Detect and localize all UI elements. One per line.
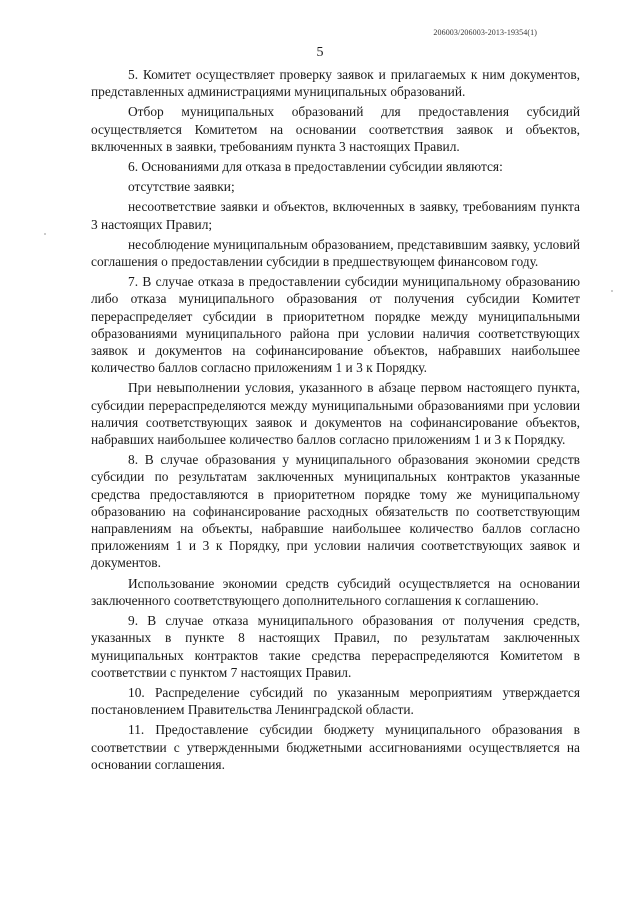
paragraph-11: 11. Предоставление субсидии бюджету муниципального образования в соответствии с утвержденными бюджетными ассигнованиями осуществляется на основании соглашения. [91, 722, 580, 772]
paragraph-8: 8. В случае образования у муниципального образования экономии средств субсидии по результатам заключенных муниципальных контрактов указанные средства предоставляются в приоритетном порядке тому же муниципальному образованию на софинансирование расходных обязательств по соответствующим направлениям на объекты, набравшие наибольшее количество баллов согласно приложениям 1 и 3 к Порядку, при условии наличия соответствующих заявок и документов. [91, 452, 580, 571]
scan-speck [611, 290, 613, 292]
scan-speck [44, 233, 46, 235]
paragraph-5: 5. Комитет осуществляет проверку заявок и прилагаемых к ним документов, представленных администрациями муниципальных образований. [91, 67, 580, 100]
paragraph-6-item-1: отсутствие заявки; [128, 179, 235, 195]
paragraph-10: 10. Распределение субсидий по указанным мероприятиям утверждается постановлением Правительства Ленинградской области. [91, 684, 580, 718]
paragraph-8-continuation: Использование экономии средств субсидий осуществляется на основании заключенного соответствующего дополнительного соглашения к соглашению. [91, 575, 580, 608]
paragraph-6-item-3: несоблюдение муниципальным образованием, представившим заявку, условий соглашения о предоставлении субсидии в предшествующем финансовом году. [91, 236, 580, 270]
document-body [91, 66, 580, 773]
paragraph-selection: Отбор муниципальных образований для предоставления субсидий осуществляется Комитетом на основании соответствия заявок и объектов, включенных в заявки, требованиям пункта 3 настоящих Правил. [91, 104, 580, 154]
paragraph-6: 6. Основаниями для отказа в предоставлении субсидии являются: [128, 159, 503, 175]
paragraph-7-continuation: При невыполнении условия, указанного в абзаце первом настоящего пункта, субсидии перераспределяются между муниципальными образованиями при условии наличия соответствующих заявок и документов на софинансирование объектов, набравших наибольшее количество баллов согласно приложениям 1 и 3 к Порядку. [91, 380, 580, 448]
page-number: 5 [316, 45, 324, 60]
paragraph-6-item-2: несоответствие заявки и объектов, включенных в заявку, требованиям пункта 3 настоящих Правил; [91, 199, 580, 232]
paragraph-9: 9. В случае отказа муниципального образования от получения средств, указанных в пункте 8 настоящих Правил, по результатам заключенных муниципальных контрактов такие средства перераспределяются Комитетом в соответствии с пунктом 7 настоящих Правил. [91, 613, 580, 680]
paragraph-7: 7. В случае отказа в предоставлении субсидии муниципальному образованию либо отказа муниципального образования от получения субсидии Комитет перераспределяет субсидии в приоритетном порядке между муниципальными образованиями муниципального района при условии наличия соответствующих заявок и документов на софинансирование объектов, набравших наибольшее количество баллов согласно приложениям 1 и 3 к Порядку. [91, 274, 580, 376]
document-id: 206003/206003-2013-19354(1) [433, 28, 537, 37]
